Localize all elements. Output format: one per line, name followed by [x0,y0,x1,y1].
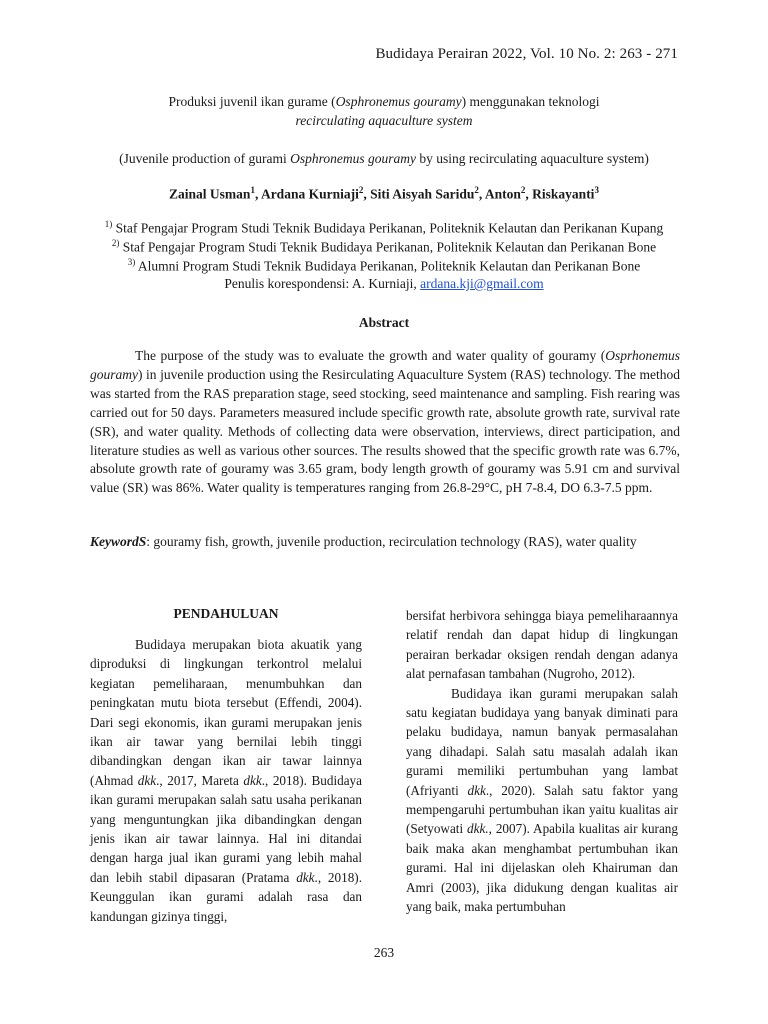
intro-paragraph-continued: bersifat herbivora sehingga biaya pemeliharaannya relatif rendah dan dapat hidup di lingkungan perairan berkadar oksigen rendah dengan adanya alat pernafasan tambahan (Nugroho, 2012). [406,608,678,682]
species-name: Osphronemus goura [335,94,446,109]
page-number: 263 [373,945,395,960]
citation-etal: dkk., [467,821,492,837]
affil-number: 2) [111,238,120,248]
citation-etal: dkk [467,782,486,798]
author-affil-marker: 2 [474,185,479,195]
affiliation-3 [0,257,768,275]
author-list [0,185,768,203]
affil-text: Staf Pengajar Program Studi Teknik Budidaya Perikanan, Politeknik Kelautan dan Perikanan Kupang [112,220,664,236]
author-affil-marker: 2 [358,185,364,195]
body-text: Budidaya ikan gurami merupakan salah satu kegiatan budidaya yang banyak diminati para pelaku budidaya, namun banyak permasalahan yang dihadapi. Salah satu masalah adalah ikan gurami memiliki pertumbuhan yang lambat (Afriyanti [406,685,678,798]
email-link[interactable]: ardana.kji@gmail.com [420,276,544,291]
paper-title-line2 [0,113,768,129]
author-name: , Ardana Kurniaji [254,186,359,202]
abstract-text: The purpose of the study was to evaluate the growth and water quality of gouramy ( [135,348,606,363]
corresponding-author [0,276,768,292]
journal-citation: Budidaya Perairan 2022, Vol. 10 No. 2: 263 - 271 [375,46,678,62]
author-name: , Siti Aisyah Saridu [363,186,475,202]
affil-number: 1) [104,219,113,229]
body-text: 2007). Apabila kualitas air kurang baik maka akan menghambat pertumbuhan ikan gurami. Hal ini dijelaskan oleh Khairuman dan Amri (2003), jika didukung dengan kualitas air yang baik, maka pertumbuhan [406,821,678,915]
body-text: ., 2018). Keunggulan ikan gurami adalah rasa dan kandungan gizinya tinggi, [90,869,362,924]
author-name: , Riskayanti [525,186,595,202]
corr-label: Penulis korespondensi: A. Kurniaji, [224,276,421,291]
citation-etal: dkk [296,869,315,885]
abstract-text: ) in juvenile production using the Resirculating Aquaculture System (RAS) technology. The method was started from the RAS preparation stage, seed stocking, seed maintenance and sampling. Fish rearing was carried out for 50 days. Parameters measured include specific growth rate, absolute growth rate, survival rate (SR), and water quality. Methods of collecting data were observation, interviews, direct participation, and literature studies as well as various other sources. The results showed that the specific growth rate was 6.7%, absolute growth rate of gouramy was 3.65 gram, body length growth of gouramy was 5.91 cm and survival value (SR) was 86%. Water quality is temperatures ranging from 26.8-29°C, pH 7-8.4, DO 6.3-7.5 ppm. [90,366,680,496]
author-affil-marker: 3 [594,185,599,195]
species-name-end: my [445,94,462,109]
body-text: Budidaya merupakan biota akuatik yang diproduksi di lingkungan terkontrol melalui kegiatan pemeliharaan, menumbuhkan dan peningkatan mutu biota tersebut (Effendi, 2004). Dari segi ekonomis, ikan gurami merupakan jenis ikan air tawar yang bernilai lebih tinggi dibandingkan dengan ikan air tawar lainnya (Ahmad [90,637,362,788]
title-en-text: by using recirculating aquaculture system) [416,151,649,166]
title-text: ) menggunakan teknologi [461,94,600,109]
author-name: , Anton [478,186,521,202]
affil-text: Staf Pengajar Program Studi Teknik Budidaya Perikanan, Politeknik Kelautan dan Perikanan Bone [119,239,657,255]
author-name: Zainal Usman [169,186,251,202]
author-affil-marker: 1 [250,185,255,195]
left-column [90,635,362,926]
citation-etal: dkk [243,772,262,788]
citation-etal: dkk [137,772,157,788]
affiliation-1 [0,219,768,237]
body-text: ., 2018). Budidaya ikan gurami merupakan salah satu usaha perikanan yang menguntungkan jika dibandingkan dengan jenis ikan air tawar lainnya. Hal ini ditandai dengan harga jual ikan gurami yang lebih mahal dan lebih stabil dipasaran (Pratama [90,772,363,885]
body-text: ., 2017, Mareta [156,772,244,788]
right-column [406,606,678,917]
keywords-text: : gouramy fish, growth, juvenile production, recirculation technology (RAS), water quality [146,534,637,549]
affil-number: 3) [127,257,136,267]
affiliation-2 [0,238,768,256]
paper-title-line1 [0,94,768,110]
species-name: Osphronemus gouramy [290,151,417,166]
body-text: ., 2020). Salah satu faktor yang mempengaruhi pertumbuhan ikan yaitu kualitas air (Setyowati [406,782,679,837]
abstract-heading: Abstract [358,315,410,330]
intro-paragraph [90,635,362,926]
abstract-body [90,347,680,498]
species-name: Osprhonemus gouramy [90,348,680,382]
keywords [90,534,680,550]
title-italic: recirculating aquaculture system [295,113,473,128]
title-en-text: (Juvenile production of gurami [119,151,291,166]
title-text: Produksi juvenil ikan gurame ( [168,94,336,109]
affil-text: Alumni Program Studi Teknik Budidaya Perikanan, Politeknik Kelautan dan Perikanan Bone [135,258,641,274]
intro-paragraph [406,684,678,917]
author-affil-marker: 2 [520,185,526,195]
keywords-label: KeywordS [90,534,147,549]
paper-title-english [0,151,768,167]
section-heading: PENDAHULUAN [173,606,279,621]
